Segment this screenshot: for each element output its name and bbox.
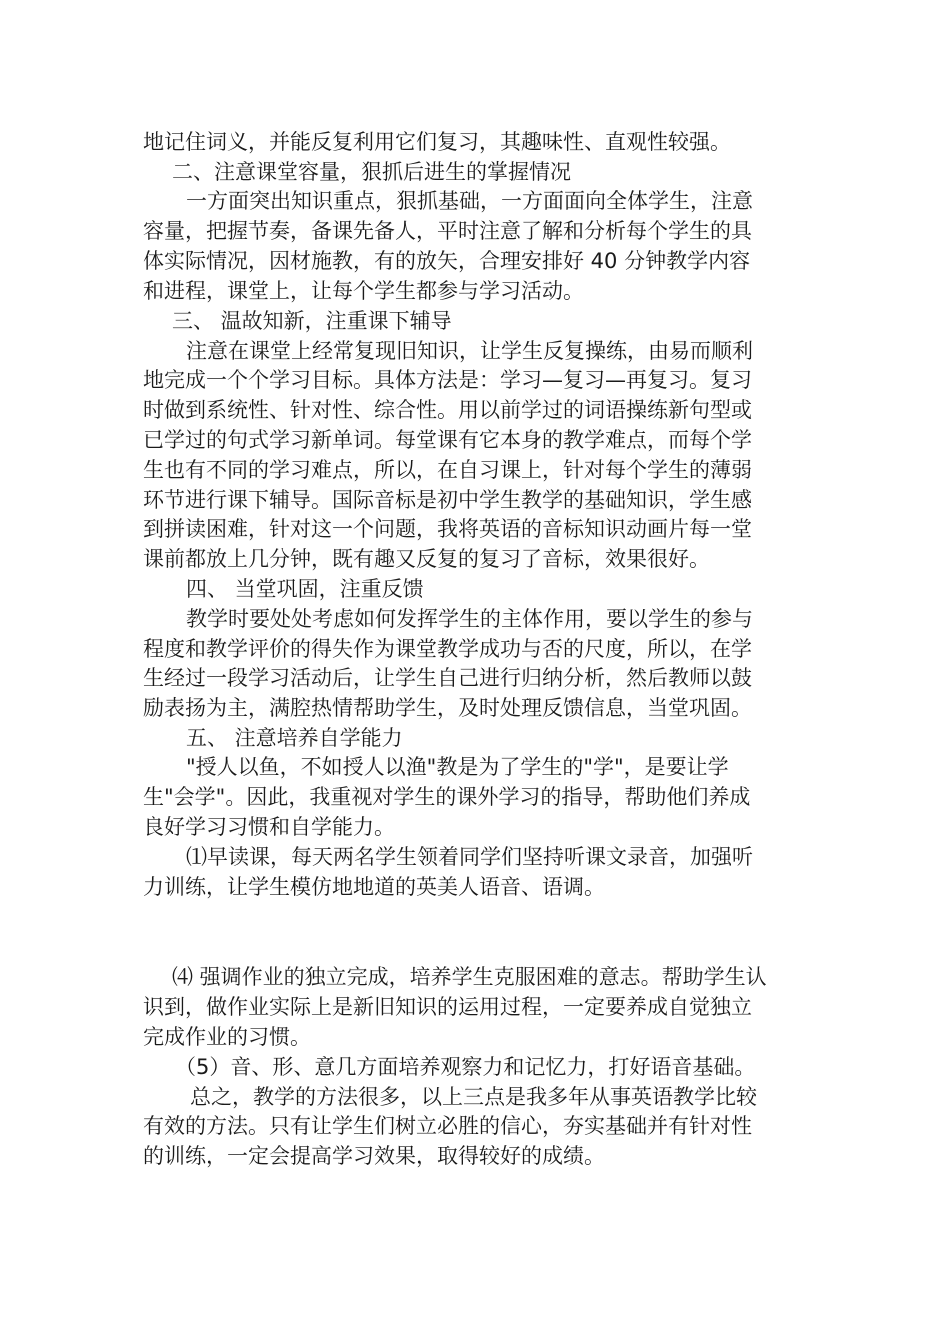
list-item-line: ⑴早读课，每天两名学生领着同学们坚持听课文录音，加强听 [186, 845, 753, 869]
section-heading: 四、 当堂巩固，注重反馈 [186, 577, 424, 601]
text-line: 生"会学"。因此，我重视对学生的课外学习的指导，帮助他们养成 [143, 785, 751, 809]
text-line: 完成作业的习惯。 [143, 1025, 311, 1049]
text-line: 环节进行课下辅导。国际音标是初中学生教学的基础知识，学生感 [143, 488, 752, 512]
text-line: 力训练，让学生模仿地地道的英美人语音、语调。 [143, 875, 605, 899]
text-line: 有效的方法。只有让学生们树立必胜的信心，夯实基础并有针对性 [143, 1114, 752, 1138]
text-line: 容量，把握节奏，备课先备人，平时注意了解和分析每个学生的具 [143, 219, 752, 243]
text-line: 生也有不同的学习难点，所以，在自习课上，针对每个学生的薄弱 [143, 458, 752, 482]
text-line: 已学过的句式学习新单词。每堂课有它本身的教学难点，而每个学 [143, 428, 752, 452]
text-line: 课前都放上几分钟，既有趣又反复的复习了音标，效果很好。 [143, 547, 710, 571]
section-heading: 三、 温故知新，注重课下辅导 [172, 309, 452, 333]
text-line: 地记住词义，并能反复利用它们复习，其趣味性、直观性较强。 [143, 130, 731, 154]
paragraph-line: 注意在课堂上经常复现旧知识，让学生反复操练，由易而顺利 [186, 339, 753, 363]
paragraph-line: 教学时要处处考虑如何发挥学生的主体作用，要以学生的参与 [186, 607, 753, 631]
text-line: 程度和教学评价的得失作为课堂教学成功与否的尺度，所以，在学 [143, 637, 752, 661]
list-item-line: （5）音、形、意几方面培养观察力和记忆力，打好语音基础。 [175, 1055, 756, 1079]
text-line: 地完成一个个学习目标。具体方法是：学习—复习—再复习。复习 [143, 368, 752, 392]
section-heading: 五、 注意培养自学能力 [186, 726, 403, 750]
text-line: 时做到系统性、针对性、综合性。用以前学过的词语操练新句型或 [143, 398, 752, 422]
text-line: 到拼读困难，针对这一个问题，我将英语的音标知识动画片每一堂 [143, 517, 752, 541]
section-heading: 二、注意课堂容量，狠抓后进生的掌握情况 [172, 160, 571, 184]
text-line: 的训练，一定会提高学习效果，取得较好的成绩。 [143, 1144, 605, 1168]
paragraph-line: "授人以鱼，不如授人以渔"教是为了学生的"学"，是要让学 [186, 755, 729, 779]
list-item-line: ⑷ 强调作业的独立完成，培养学生克服困难的意志。帮助学生认 [172, 965, 767, 989]
text-line: 生经过一段学习活动后，让学生自己进行归纳分析，然后教师以鼓 [143, 666, 752, 690]
paragraph-line: 总之，教学的方法很多，以上三点是我多年从事英语教学比较 [190, 1085, 757, 1109]
text-line: 良好学习习惯和自学能力。 [143, 815, 395, 839]
paragraph-line: 一方面突出知识重点，狠抓基础，一方面面向全体学生，注意 [186, 189, 753, 213]
text-line: 励表扬为主，满腔热情帮助学生，及时处理反馈信息，当堂巩固。 [143, 696, 752, 720]
text-line: 识到，做作业实际上是新旧知识的运用过程，一定要养成自觉独立 [143, 995, 752, 1019]
text-line: 体实际情况，因材施教，有的放矢，合理安排好 40 分钟教学内容 [143, 249, 751, 273]
text-line: 和进程，课堂上，让每个学生都参与学习活动。 [143, 279, 584, 303]
